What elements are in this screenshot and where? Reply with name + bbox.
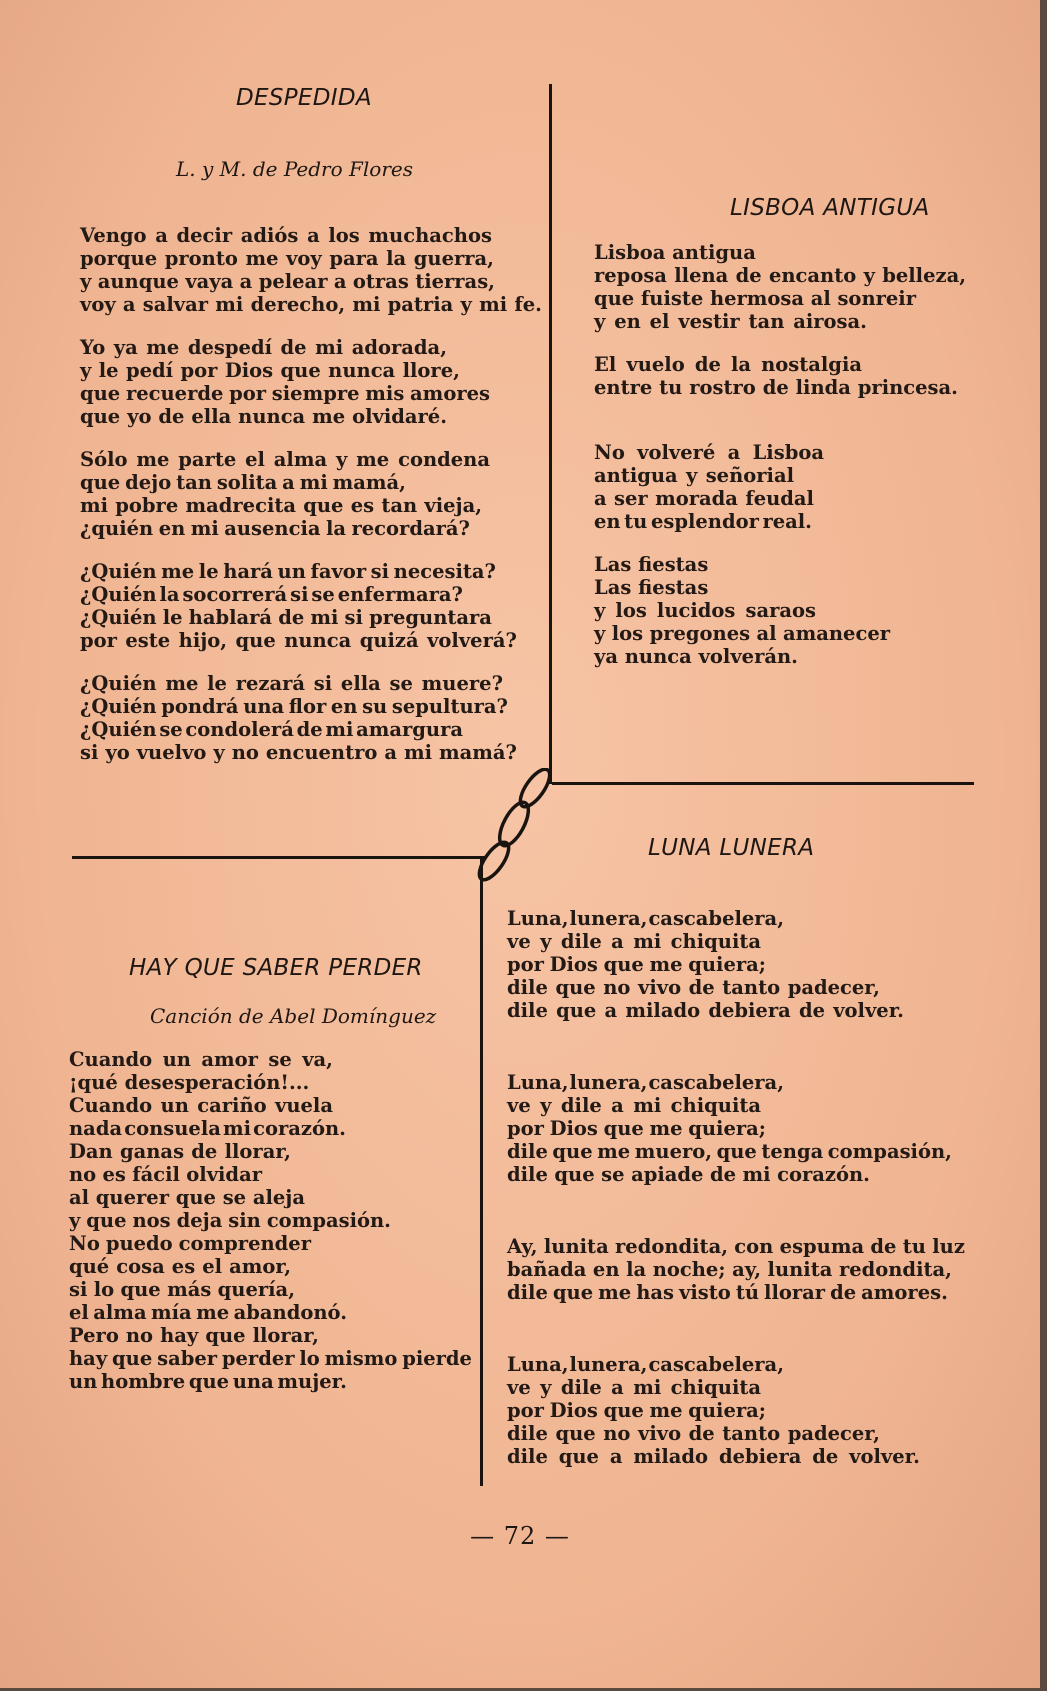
poem-line: No volveré a Lisboa xyxy=(594,441,824,464)
poem-line: y los lucidos saraos xyxy=(594,599,816,622)
poem-line: que yo de ella nunca me olvidaré. xyxy=(80,405,447,428)
poem-line: bañada en la noche; ay, lunita redondita, xyxy=(507,1258,952,1281)
poem-line: Lisboa antigua xyxy=(594,241,756,264)
poem-line: dile que no vivo de tanto padecer, xyxy=(507,976,880,999)
vertical-divider-bottom xyxy=(480,858,483,1486)
poem-line: ¿Quién me le rezará si ella se muere? xyxy=(80,672,503,695)
poem-line: y que nos deja sin compasión. xyxy=(69,1209,391,1232)
poem-line: en tu esplendor real. xyxy=(594,510,812,533)
poem-line: un hombre que una mujer. xyxy=(69,1370,347,1393)
poem-line: Luna, lunera, cascabelera, xyxy=(507,1071,784,1094)
poem-line: y aunque vaya a pelear a otras tierras, xyxy=(80,270,495,293)
poem-line: Cuando un cariño vuela xyxy=(69,1094,333,1117)
luna-stanza xyxy=(507,1353,967,1468)
hay-que-saber-poem xyxy=(69,1048,473,1413)
lisboa-stanza xyxy=(594,241,970,333)
poem-line: Luna, lunera, cascabelera, xyxy=(507,907,784,930)
poem-line: si yo vuelvo y no encuentro a mi mamá? xyxy=(80,741,517,764)
poem-line: ve y dile a mi chiquita xyxy=(507,1376,761,1399)
poem-line: Sólo me parte el alma y me condena xyxy=(80,448,490,471)
poem-line: a ser morada feudal xyxy=(594,487,814,510)
poem-line: por este hijo, que nunca quizá volverá? xyxy=(80,629,517,652)
poem-line: no es fácil olvidar xyxy=(69,1163,262,1186)
poem-line: ¿Quién le hablará de mi si preguntara xyxy=(80,606,492,629)
poem-line: ¿Quién la socorrerá si se enfermara? xyxy=(80,583,463,606)
poem-line: hay que saber perder lo mismo pierde xyxy=(69,1347,472,1370)
poem-line: mi pobre madrecita que es tan vieja, xyxy=(80,494,482,517)
poem-line: dile que a milado debiera de volver. xyxy=(507,1445,920,1468)
luna-stanza xyxy=(507,907,967,1022)
hay-que-saber-stanza xyxy=(69,1048,473,1393)
poem-line: al querer que se aleja xyxy=(69,1186,305,1209)
despedida-stanza xyxy=(80,336,542,428)
poem-line: que fuiste hermosa al sonreir xyxy=(594,287,916,310)
poem-line: ve y dile a mi chiquita xyxy=(507,1094,761,1117)
poem-line: Yo ya me despedí de mi adorada, xyxy=(80,336,447,359)
poem-line: qué cosa es el amor, xyxy=(69,1255,291,1278)
lisboa-stanza xyxy=(594,353,970,399)
poem-line: dile que me has visto tú llorar de amores. xyxy=(507,1281,948,1304)
poem-line: ya nunca volverán. xyxy=(594,645,798,668)
luna-stanza xyxy=(507,1235,967,1304)
poem-line: si lo que más quería, xyxy=(69,1278,295,1301)
chain-link-bottom xyxy=(474,838,514,884)
lisboa-poem xyxy=(594,241,970,688)
poem-line: por Dios que me quiera; xyxy=(507,953,766,976)
poem-line: Ay, lunita redondita, con espuma de tu luz xyxy=(507,1235,965,1258)
poem-line: Las fiestas xyxy=(594,553,709,576)
lisboa-stanza xyxy=(594,441,970,533)
poem-line: ve y dile a mi chiquita xyxy=(507,930,761,953)
despedida-stanza xyxy=(80,448,542,540)
vertical-divider-top xyxy=(549,84,552,784)
poem-line: Dan ganas de llorar, xyxy=(69,1140,291,1163)
poem-line: y los pregones al amanecer xyxy=(594,622,890,645)
poem-line: El vuelo de la nostalgia xyxy=(594,353,862,376)
poem-line: que recuerde por siempre mis amores xyxy=(80,382,490,405)
poem-line: entre tu rostro de linda princesa. xyxy=(594,376,958,399)
poem-line: que dejo tan solita a mi mamá, xyxy=(80,471,406,494)
poem-line: reposa llena de encanto y belleza, xyxy=(594,264,966,287)
poem-line: ¿quién en mi ausencia la recordará? xyxy=(80,517,470,540)
poem-line: Luna, lunera, cascabelera, xyxy=(507,1353,784,1376)
poem-line: dile que no vivo de tanto padecer, xyxy=(507,1422,880,1445)
poem-line: Las fiestas xyxy=(594,576,709,599)
page-number: — 72 — xyxy=(470,1522,570,1550)
poem-line: Cuando un amor se va, xyxy=(69,1048,333,1071)
luna-stanza xyxy=(507,1071,967,1186)
despedida-title: DESPEDIDA xyxy=(236,85,372,111)
poem-line: antigua y señorial xyxy=(594,464,794,487)
horizontal-divider-right xyxy=(552,782,974,785)
chain-link-top xyxy=(515,768,555,811)
chain-ornament xyxy=(470,768,570,888)
poem-line: No puedo comprender xyxy=(69,1232,311,1255)
despedida-stanza xyxy=(80,560,542,652)
despedida-author: L. y M. de Pedro Flores xyxy=(176,157,413,181)
poem-line: ¿Quién se condolerá de mi amargura xyxy=(80,718,463,741)
hay-que-saber-author: Canción de Abel Domínguez xyxy=(150,1004,437,1028)
hay-que-saber-title: HAY QUE SABER PERDER xyxy=(129,955,423,981)
luna-title: LUNA LUNERA xyxy=(648,835,815,861)
poem-line: porque pronto me voy para la guerra, xyxy=(80,247,494,270)
despedida-stanza xyxy=(80,672,542,764)
poem-line: el alma mía me abandonó. xyxy=(69,1301,347,1324)
poem-line: dile que me muero, que tenga compasión, xyxy=(507,1140,952,1163)
lisboa-title: LISBOA ANTIGUA xyxy=(730,195,930,221)
poem-line: ¿Quién me le hará un favor si necesita? xyxy=(80,560,496,583)
poem-line: ¿Quién pondrá una flor en su sepultura? xyxy=(80,695,508,718)
poem-line: ¡qué desesperación!... xyxy=(69,1071,310,1094)
poem-line: Vengo a decir adiós a los muchachos xyxy=(80,224,492,247)
lisboa-stanza xyxy=(594,553,970,668)
poem-line: voy a salvar mi derecho, mi patria y mi fe. xyxy=(80,293,542,316)
poem-line: y en el vestir tan airosa. xyxy=(594,310,867,333)
poem-line: dile que se apiade de mi corazón. xyxy=(507,1163,870,1186)
poem-line: nada consuela mi corazón. xyxy=(69,1117,346,1140)
poem-line: y le pedí por Dios que nunca llore, xyxy=(80,359,460,382)
luna-poem xyxy=(507,907,967,1488)
horizontal-divider-left xyxy=(72,856,486,859)
poem-line: dile que a milado debiera de volver. xyxy=(507,999,904,1022)
poem-line: por Dios que me quiera; xyxy=(507,1399,766,1422)
poem-line: Pero no hay que llorar, xyxy=(69,1324,319,1347)
despedida-stanza xyxy=(80,224,542,316)
despedida-poem xyxy=(80,224,542,784)
poem-line: por Dios que me quiera; xyxy=(507,1117,766,1140)
